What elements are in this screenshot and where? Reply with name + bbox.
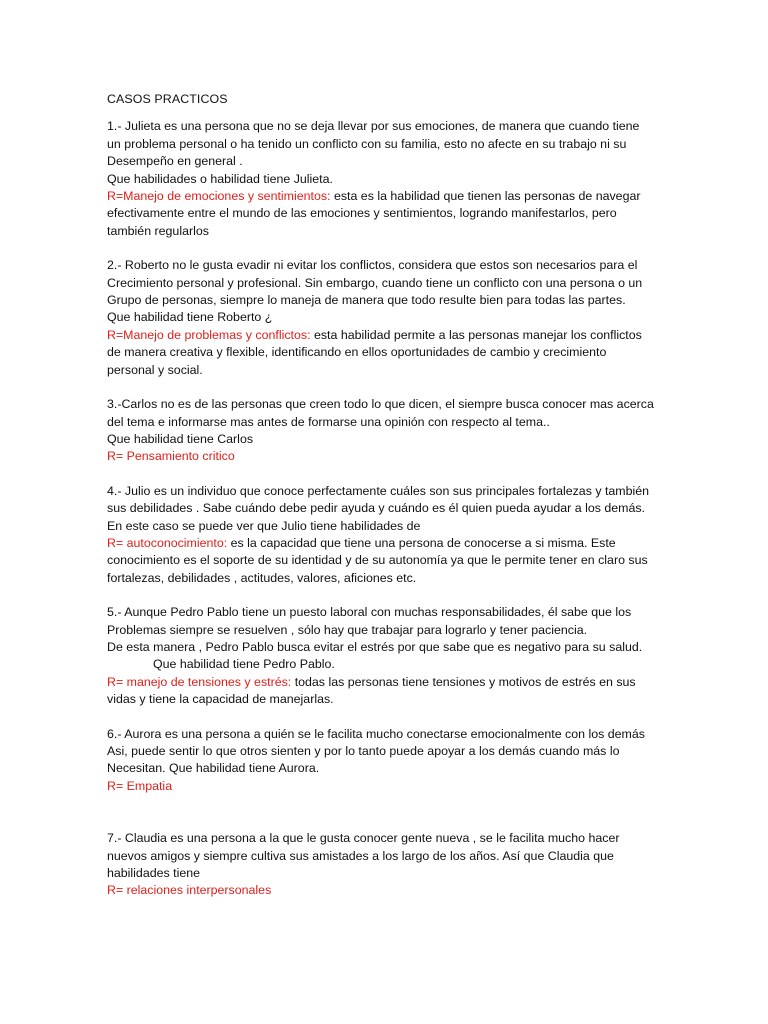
answer-text-line: efectivamente entre el mundo de las emociones y sentimientos, logrando manifestarlos, pero (107, 206, 617, 221)
answer-text-line: de manera creativa y flexible, identificando en ellos oportunidades de cambio y crecimiento (107, 345, 607, 360)
case-text-line: sus debilidades . Sabe cuándo debe pedir ayuda y cuándo es él quien pueda ayudar a los demás. (107, 501, 646, 516)
case-7 (107, 830, 667, 900)
case-question: Que habilidad tiene Carlos (107, 431, 254, 446)
answer-text-line: personal y social. (107, 362, 203, 377)
answer-label: R= manejo de tensiones y estrés: (107, 674, 292, 689)
case-question: Que habilidades o habilidad tiene Julieta. (107, 171, 333, 186)
case-text-line: Asi, puede sentir lo que otros sienten y por lo tanto puede apoyar a los demás cuando más lo (107, 744, 620, 758)
case-text-line: nuevos amigos y siempre cultiva sus amistades a los largo de los años. Así que Claudia que (107, 848, 614, 863)
answer-text: esta es la habilidad que tienen las personas de navegar (330, 189, 641, 204)
answer-label: R= Pensamiento critico (107, 449, 235, 464)
case-4 (107, 483, 667, 587)
case-question: habilidades tiene (107, 866, 201, 881)
answer-label: R=Manejo de emociones y sentimientos: (107, 189, 331, 204)
case-text-line: un problema personal o ha tenido un conflicto con su familia, esto no afecte en su trabajo ni su (107, 136, 627, 151)
case-question: Que habilidad tiene Pedro Pablo. (153, 657, 335, 672)
case-text-line: 6.- Aurora es una persona a quién se le facilita mucho conectarse emocionalmente con los demás (107, 726, 645, 741)
answer-label: R= autoconocimiento: (107, 535, 228, 550)
answer-line (107, 188, 667, 205)
answer-text-line: conocimiento es el soporte de su identidad y de su autonomía ya que le permite tener en claro sus (107, 553, 648, 568)
case-text-line: 5.- Aunque Pedro Pablo tiene un puesto laboral con muchas responsabilidades, él sabe que los (107, 605, 632, 620)
case-question: Que habilidad tiene Roberto ¿ (107, 310, 273, 325)
case-text-line: Crecimiento personal y profesional. Sin embargo, cuando tiene un conflicto con una persona o un (107, 275, 643, 290)
case-text-line: del tema e informarse mas antes de formarse una opinión con respecto al tema.. (107, 414, 550, 429)
answer-line (107, 327, 667, 344)
case-question: Necesitan. Que habilidad tiene Aurora. (107, 761, 320, 776)
answer-label: R= relaciones interpersonales (107, 883, 272, 898)
case-text-line: De esta manera , Pedro Pablo busca evitar el estrés por que sabe que es negativo para su salud. (107, 639, 643, 654)
case-text-line: 4.- Julio es un individuo que conoce perfectamente cuáles son sus principales fortalezas y también (107, 483, 650, 498)
document-page (107, 91, 667, 900)
case-5 (107, 604, 667, 708)
case-text-line: Problemas siempre se resuelven , sólo hay que trabajar para lograrlo y tener paciencia. (107, 622, 588, 637)
answer-text-line: también regularlos (107, 223, 209, 238)
answer-label: R=Manejo de problemas y conflictos: (107, 327, 311, 342)
case-text-line: Grupo de personas, siempre lo maneja de manera que todo resulte bien para todas las partes. (107, 293, 626, 308)
answer-line (107, 535, 667, 552)
document-heading: CASOS PRACTICOS (107, 92, 228, 106)
case-text-line: 2.- Roberto no le gusta evadir ni evitar los conflictos, considera que estos son necesarios para el (107, 258, 638, 273)
case-text-line: 1.- Julieta es una persona que no se deja llevar por sus emociones, de manera que cuando tiene (107, 119, 640, 134)
answer-text-line: fortalezas, debilidades , actitudes, valores, aficiones etc. (107, 570, 417, 585)
answer-line (107, 674, 667, 691)
answer-text: todas las personas tiene tensiones y motivos de estrés en sus (291, 674, 636, 689)
case-text-line: Desempeño en general . (107, 154, 243, 169)
answer-text: es la capacidad que tiene una persona de conocerse a si misma. Este (227, 535, 616, 550)
answer-label: R= Empatia (107, 778, 173, 793)
case-text-line: 7.- Claudia es una persona a la que le gusta conocer gente nueva , se le facilita mucho hacer (107, 831, 620, 846)
case-6 (107, 726, 667, 796)
case-text-line: 3.-Carlos no es de las personas que creen todo lo que dicen, el siempre busca conocer mas acerca (107, 397, 654, 412)
case-2 (107, 257, 667, 379)
answer-text-line: vidas y tiene la capacidad de manejarlas. (107, 692, 334, 707)
answer-text: esta habilidad permite a las personas manejar los conflictos (310, 327, 642, 342)
case-1 (107, 118, 667, 240)
case-question: En este caso se puede ver que Julio tiene habilidades de (107, 518, 421, 533)
case-3 (107, 396, 667, 466)
